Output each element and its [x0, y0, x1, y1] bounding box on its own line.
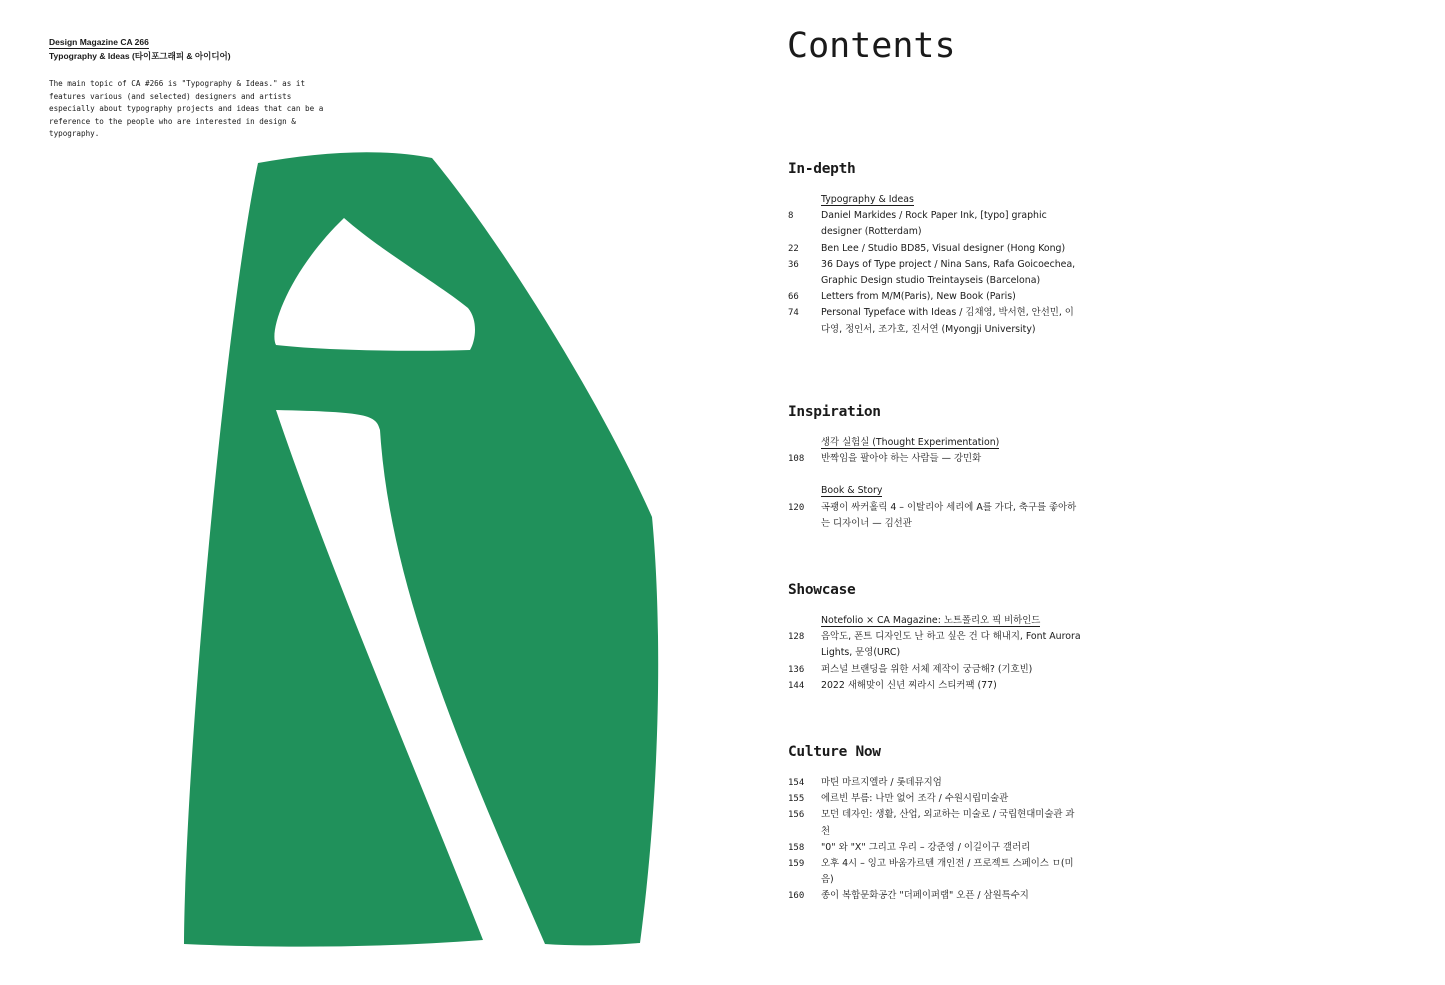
- group-culture-entries: [788, 775, 1208, 905]
- group-typography-ideas: [788, 192, 1208, 338]
- toc-entry[interactable]: [788, 289, 1208, 305]
- page-number: 156: [788, 810, 805, 821]
- toc-entry[interactable]: [788, 451, 1208, 467]
- page-number: 159: [788, 859, 805, 870]
- entry-title: Personal Typeface with Ideas / 김채영, 박서현, 안선민, 이다영, 정인서, 조가호, 진서연 (Myongji University): [821, 307, 1074, 335]
- group-heading: [821, 483, 1208, 499]
- toc-entry[interactable]: [788, 629, 1208, 661]
- entry-title: 종이 복합문화공간 "더페이퍼랩" 오픈 / 삼원특수지: [821, 890, 1029, 902]
- page-number: 158: [788, 842, 805, 853]
- section-heading: Culture Now: [788, 744, 881, 760]
- issue-subtitle: Typography & Ideas (타이포그래피 & 아이디어): [49, 51, 231, 61]
- toc-entry[interactable]: [788, 856, 1208, 888]
- section-heading: Showcase: [788, 582, 856, 598]
- toc-entry[interactable]: [788, 208, 1208, 240]
- page-number: 22: [788, 243, 799, 254]
- magazine-title: Design Magazine CA 266: [49, 37, 149, 47]
- section-heading: In-depth: [788, 161, 856, 177]
- toc-entry[interactable]: [788, 888, 1208, 904]
- group-heading-text: Notefolio × CA Magazine: 노트폴리오 픽 비하인드: [821, 615, 1041, 626]
- toc-entry[interactable]: [788, 500, 1208, 532]
- page-number: 36: [788, 259, 799, 270]
- group-notefolio: [788, 613, 1208, 694]
- toc-entry[interactable]: [788, 241, 1208, 257]
- toc-entry[interactable]: [788, 840, 1208, 856]
- page-number: 144: [788, 680, 805, 691]
- page-number: 66: [788, 292, 799, 303]
- group-heading-text: Book & Story: [821, 485, 883, 497]
- group-heading-text: Typography & Ideas: [821, 194, 914, 205]
- group-heading: [821, 613, 1208, 629]
- entry-title: 36 Days of Type project / Nina Sans, Rafa Goicoechea, Graphic Design studio Treintayseis (Barcelona): [821, 258, 1076, 287]
- entry-title: 반짝임을 팔아야 하는 사람들 — 강민화: [821, 453, 982, 465]
- section-heading: Inspiration: [788, 404, 881, 420]
- page-number: 8: [788, 211, 794, 222]
- group-heading-text: 생각 실험실 (Thought Experimentation): [821, 437, 1000, 448]
- page-number: 120: [788, 502, 805, 513]
- toc-entry[interactable]: [788, 807, 1208, 839]
- toc-entry[interactable]: [788, 662, 1208, 678]
- page-number: 74: [788, 308, 799, 319]
- page-number: 155: [788, 794, 805, 805]
- green-letter-shape: [184, 152, 658, 946]
- contents-title: Contents: [787, 26, 956, 66]
- section-inspiration: [788, 403, 1208, 548]
- group-heading: [821, 435, 1208, 451]
- letter-a-illustration: [0, 0, 700, 985]
- entry-title: Ben Lee / Studio BD85, Visual designer (Hong Kong): [821, 242, 1066, 254]
- entry-title: 2022 새해맞이 신년 찌라시 스티커팩 (77): [821, 679, 997, 691]
- page-number: 128: [788, 632, 805, 643]
- page-number: 154: [788, 778, 805, 788]
- group-book-story: [788, 483, 1208, 532]
- page-number: 136: [788, 664, 805, 675]
- page-number: 108: [788, 454, 805, 465]
- entry-title: 곡괭이 싸커홀릭 4 – 이탈리아 세리에 A를 가다, 축구를 좋아하는 디자이너 — 김선관: [821, 501, 1077, 529]
- page-number: 160: [788, 891, 805, 902]
- section-in-depth: [788, 160, 1208, 354]
- entry-title: 에르빈 부름: 나만 없어 조각 / 수원시립미술관: [821, 793, 1009, 805]
- section-culture-now: [788, 743, 1208, 921]
- issue-description: The main topic of CA #266 is "Typography & Ideas." as it features various (and selected) designers and artists especially about typography projects and ideas that can be a reference to the people who are interested in design & typography.: [49, 79, 324, 139]
- group-thought-experimentation: [788, 435, 1208, 467]
- entry-title: 오후 4시 – 잉고 바움가르텐 개인전 / 프로젝트 스페이스 ㅁ(미음): [821, 858, 1074, 886]
- toc-entry[interactable]: [788, 791, 1208, 807]
- toc-entry[interactable]: [788, 305, 1208, 337]
- group-heading: [821, 192, 1208, 208]
- entry-title: Letters from M/M(Paris), New Book (Paris): [821, 291, 1016, 303]
- entry-title: 마틴 마르지엘라 / 롯데뮤지엄: [821, 777, 942, 788]
- entry-title: 모던 데자인: 생활, 산업, 외교하는 미술로 / 국립현대미술관 과천: [821, 809, 1075, 837]
- toc-entry[interactable]: [788, 678, 1208, 694]
- entry-title: 퍼스널 브랜딩을 위한 서체 제작이 궁금해? (기호빈): [821, 663, 1033, 675]
- toc-entry[interactable]: [788, 257, 1208, 289]
- toc-entry[interactable]: [788, 775, 1208, 791]
- entry-title: 음악도, 폰트 디자인도 난 하고 싶은 건 다 해내지, Font Aurora Lights, 문영(URC): [821, 631, 1081, 659]
- section-showcase: [788, 581, 1208, 710]
- entry-title: Daniel Markides / Rock Paper Ink, [typo] graphic designer (Rotterdam): [821, 210, 1047, 238]
- entry-title: "0" 와 "X" 그리고 우리 – 강준영 / 이길이구 갤러리: [821, 841, 1031, 853]
